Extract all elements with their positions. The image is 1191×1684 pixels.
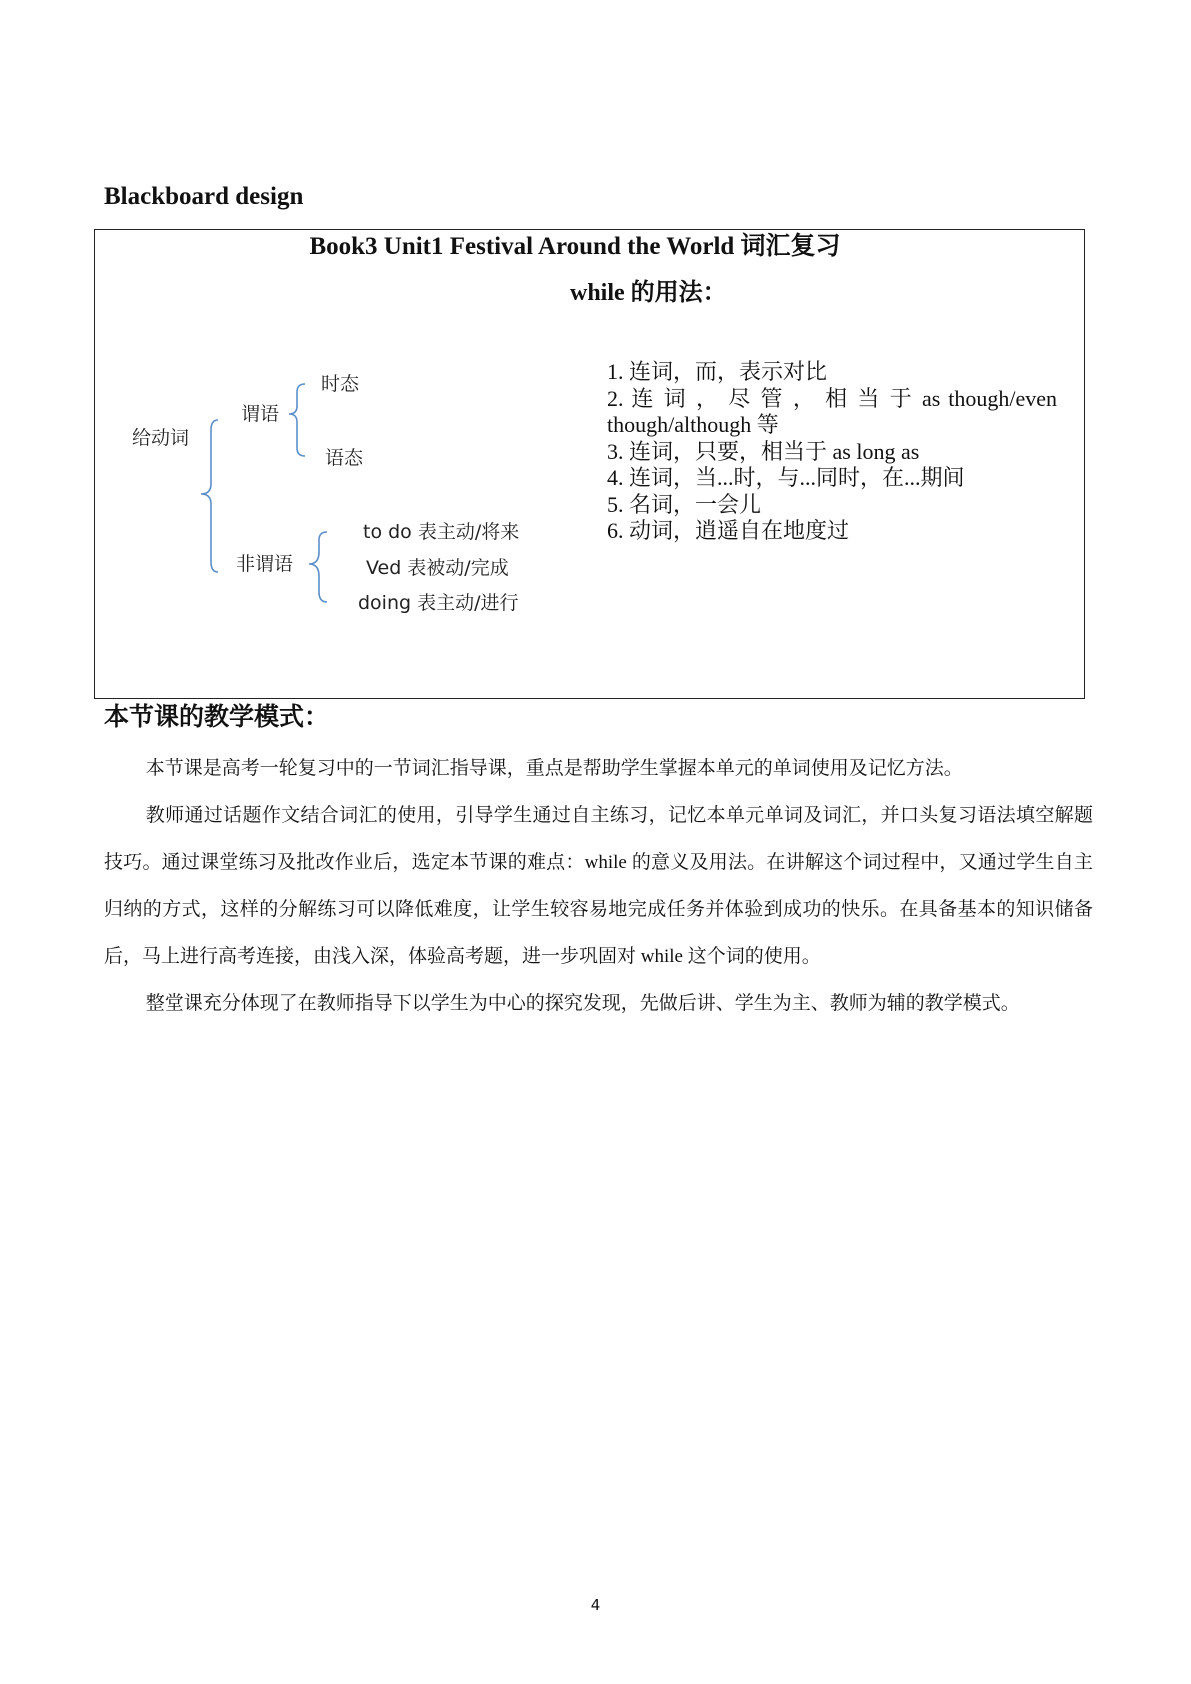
usage-item: 1. 连词，而，表示对比 (607, 359, 828, 384)
non-predicate-bracket (309, 532, 327, 602)
usage-item: 3. 连词，只要，相当于 as long as (607, 438, 920, 464)
predicate-label: 谓语 (241, 403, 280, 425)
blackboard-heading: Blackboard design (104, 183, 304, 210)
page-number: 4 (590, 1596, 601, 1614)
to-do-label: to do 表主动/将来 (363, 521, 520, 543)
non-predicate-label: 非谓语 (236, 553, 294, 575)
board-title: Book3 Unit1 Festival Around the World 词汇复习 (309, 233, 841, 260)
paragraph: 整堂课充分体现了在教师指导下以学生为中心的探究发现，先做后讲、学生为主、教师为辅的教学模式。 (145, 993, 1020, 1014)
ved-label: Ved 表被动/完成 (366, 557, 509, 579)
paragraph: 教师通过话题作文结合词汇的使用，引导学生通过自主练习，记忆本单元单词及词汇，并口头复习语法填空解题技巧。通过课堂练习及批改作业后，选定本节课的难点：while 的意义及用法。在讲解这个词过程中，又通过学生自主归纳的方式，这样的分解练习可以降低难度，让学生较容易地完成任务并体验到成功的快乐。在具备基本的知识储备后，马上进行高考连接，由浅入深，体验高考题，进一步巩固对 while 这个词的使用。 (104, 805, 1093, 967)
section-title: 本节课的教学模式： (104, 702, 330, 731)
paragraph: 本节课是高考一轮复习中的一节词汇指导课，重点是帮助学生掌握本单元的单词使用及记忆方法。 (145, 758, 963, 779)
root-bracket (201, 420, 218, 572)
root-label: 给动词 (132, 427, 190, 449)
usage-item: 6. 动词，逍遥自在地度过 (607, 518, 850, 543)
predicate-bracket (289, 384, 305, 456)
voice-label: 语态 (325, 447, 364, 469)
blackboard-box (94, 229, 1085, 699)
body-text (104, 745, 1093, 1027)
doing-label: doing 表主动/进行 (358, 592, 519, 614)
board-subtitle: while 的用法： (570, 280, 727, 306)
usage-item: 2. 连 词 ， 尽 管 ， 相 当 于 as though/even though/although 等 (607, 385, 1057, 437)
while-usage-list (607, 359, 1057, 545)
usage-item: 5. 名词，一会儿 (607, 491, 762, 517)
usage-item: 4. 连词，当...时，与...同时，在...期间 (607, 465, 965, 490)
tense-label: 时态 (321, 373, 360, 395)
